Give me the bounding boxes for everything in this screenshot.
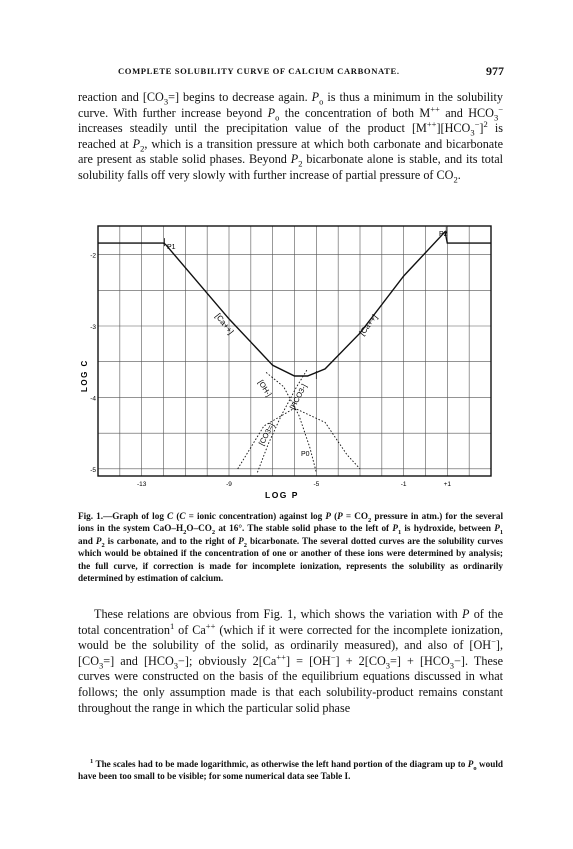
x-tick-label: -13 [136, 481, 147, 488]
y-tick-label: -4 [90, 395, 96, 403]
curve-label-ca: [Ca++] [213, 311, 236, 337]
y-tick-label: -3 [90, 324, 96, 331]
series-line-co3 [238, 408, 360, 469]
curve-label-co3: [CO3=] [256, 421, 277, 447]
solubility-chart [80, 224, 504, 506]
solubility-figure [80, 224, 504, 506]
curve-label-ca-right: [Ca++] [357, 312, 380, 338]
point-label-p0: P0 [301, 451, 310, 458]
curve-labels [167, 231, 448, 458]
y-tick-label: -2 [90, 252, 96, 260]
page-number: 977 [486, 64, 504, 78]
curve-label-hco3: [HCO3-] [287, 382, 309, 411]
page-header [78, 64, 504, 80]
y-axis-label: LOG C [80, 359, 89, 392]
paragraph-top: reaction and $[CO_3=]$ begins to decrease again. $P_o$ is thus a minimum in the solubility curve. With further increase beyond $P_o$ the concentration of both M++ and $HCO_3^-$ increases steadily until the precipitation value of the product $[M^{++}][HCO_3^-]^2$ is reached at $P_2$, which is a transition pressure at which both carbonate and bicarbonate are present as stable solid phases. Beyond $P_2$ bicarbonate alone is stable, and its total solubility falls off very slowly with further increase of partial pressure of $CO_2$. [78, 90, 504, 185]
chart-grid [98, 226, 491, 476]
y-tick-label: -5 [90, 466, 96, 474]
curve-label-oh: [OH-] [256, 378, 274, 399]
point-label-p2: P2 [439, 231, 448, 238]
footnote: $^1$ The scales had to be made logarithmic, as otherwise the left hand portion of the diagram up to $P_o$ would have been too small to be visible; for some numerical data see Table I. [78, 757, 504, 782]
running-title: COMPLETE SOLUBILITY CURVE OF CALCIUM CARBONATE. [118, 66, 400, 76]
x-tick-label: -1 [400, 481, 407, 488]
chart-ticks [90, 253, 451, 488]
point-label-p1: P1 [167, 244, 176, 251]
figure-caption: Fig. 1.—Graph of log C (C = ionic concentration) against log P ($P = CO_2$ pressure in atm.) for the several ions in the system CaO–$H_2O-CO_2$ at 16°. The stable solid phase to the left of $P_1$ is hydroxide, between $P_1$ and $P_2$ is carbonate, and to the right of $P_2$ bicarbonate. The several dotted curves are the solubility curves which would be obtained if the concentration of one or another of these ions were determined by analysis; the full curve, if correction is made for incomplete ionization, represents the solubility as ordinarily determined by estimation of calcium. [78, 511, 504, 584]
x-tick-label: +1 [443, 481, 452, 488]
x-tick-label: -9 [226, 481, 232, 488]
x-tick-label: -5 [313, 481, 320, 488]
x-axis-label: LOG P [265, 490, 299, 500]
paragraph-bottom: These relations are obvious from Fig. 1, which shows the variation with P of the total concentration$^1$ of Ca++ (which if it were corrected for the incomplete ionization, would be the solubility of the solid, as ordinarily measured), and also of [OH−], $[CO_3=]$ and $[HCO_3-]$; obviously $2[Ca^{++}] = [OH^-] + 2[CO_3=] + [HCO_3-]$. These curves were constructed on the basis of the equilibrium equations discussed in what follows; the only assumption made is that each solubility-product remains constant throughout the range in which the particular solid phase [78, 607, 504, 715]
